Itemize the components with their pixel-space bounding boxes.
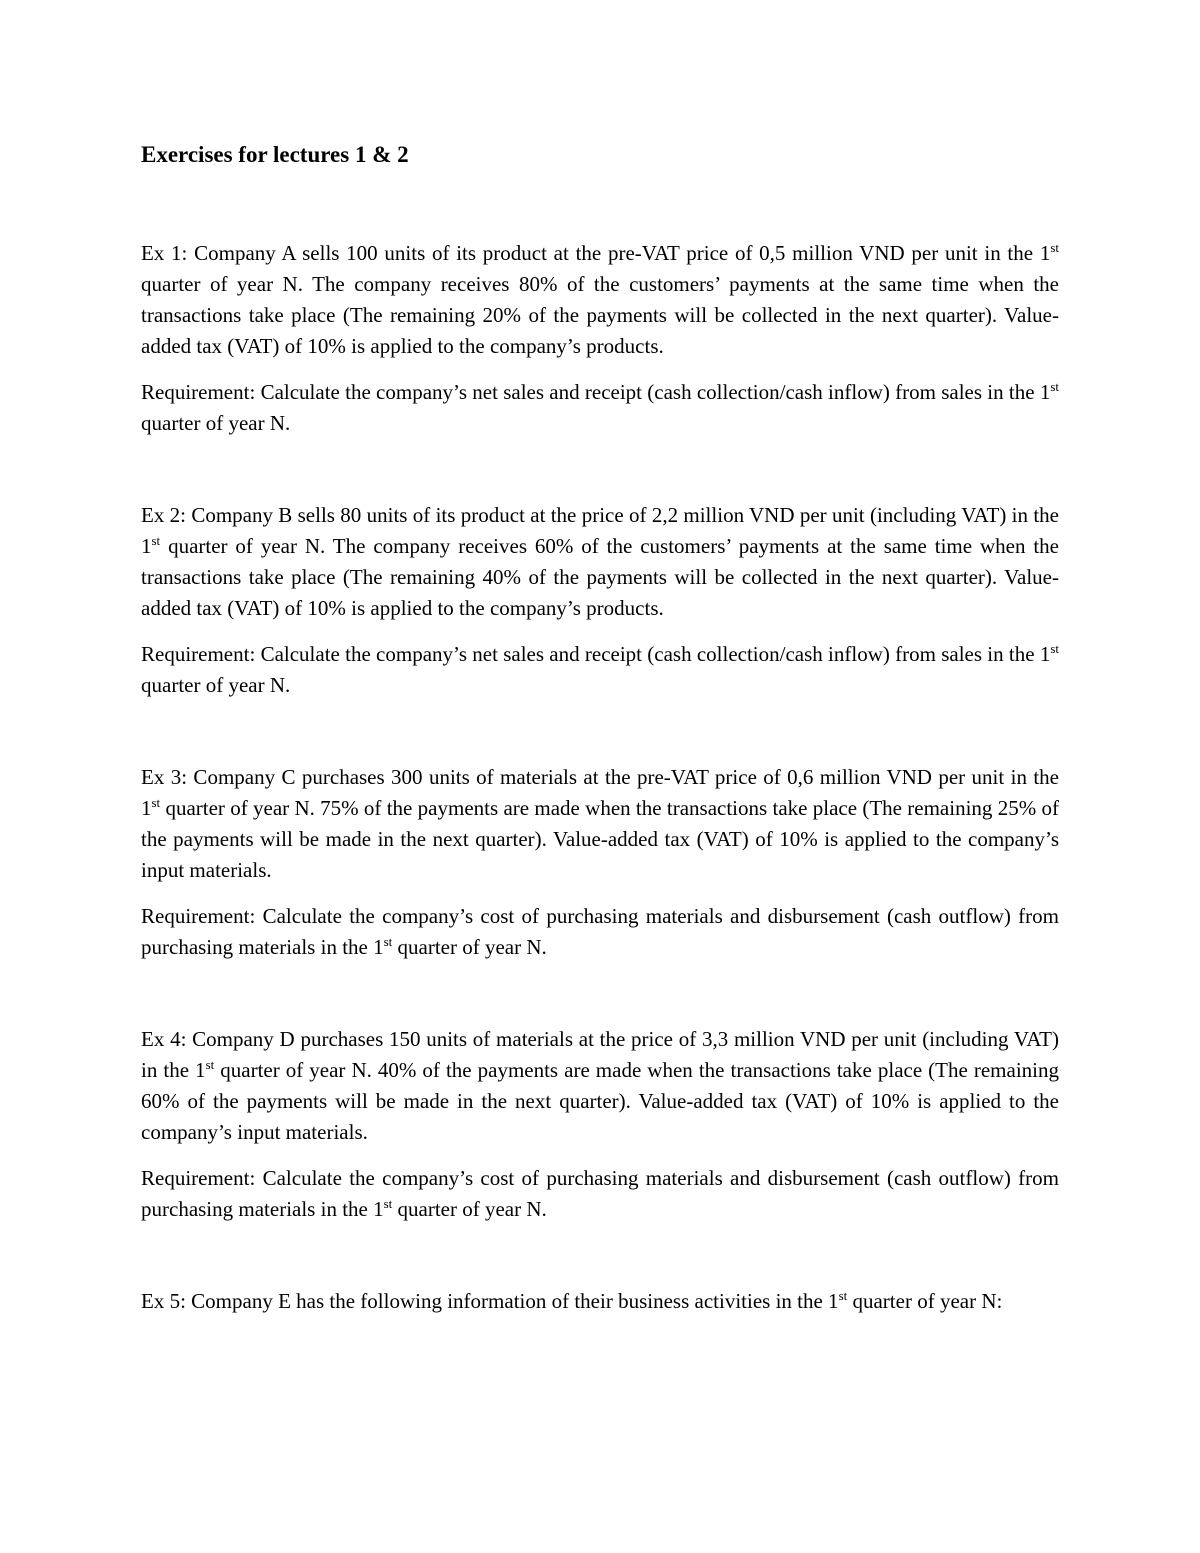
exercise-5-text-end: quarter of year N:: [847, 1289, 1003, 1313]
exercise-3-requirement-start: Requirement: Calculate the company’s cost of purchasing materials and disbursement (cash outflow) from purchasing materials in the 1: [141, 904, 1059, 959]
exercise-5-text: [141, 1286, 1059, 1317]
ordinal-suffix: st: [151, 795, 161, 810]
exercise-4-text-end: quarter of year N. 40% of the payments are made when the transactions take place (The remaining 60% of the payments will be made in the next quarter). Value-added tax (VAT) of 10% is applied to the company’s input materials.: [141, 1058, 1059, 1144]
exercise-2-requirement-start: Requirement: Calculate the company’s net sales and receipt (cash collection/cash inflow) from sales in the 1: [141, 642, 1051, 666]
exercise-2-requirement-end: quarter of year N.: [141, 673, 291, 697]
exercise-4-requirement: [141, 1163, 1059, 1225]
page-title: Exercises for lectures 1 & 2: [141, 142, 409, 167]
exercise-3-text: [141, 762, 1059, 886]
exercise-1-requirement-start: Requirement: Calculate the company’s net sales and receipt (cash collection/cash inflow) from sales in the 1: [141, 380, 1051, 404]
exercise-3-text-end: quarter of year N. 75% of the payments are made when the transactions take place (The remaining 25% of the payments will be made in the next quarter). Value-added tax (VAT) of 10% is applied to the company’s input materials.: [141, 796, 1059, 882]
ordinal-suffix: st: [1050, 240, 1059, 255]
exercise-2-text-end: quarter of year N. The company receives 60% of the customers’ payments at the same time when the transactions take place (The remaining 40% of the payments will be collected in the next quarter). Value-added tax (VAT) of 10% is applied to the company’s products.: [141, 534, 1059, 620]
exercise-4-text: [141, 1024, 1059, 1148]
ordinal-suffix: st: [151, 533, 161, 548]
exercise-1-requirement-end: quarter of year N.: [141, 411, 291, 435]
exercise-2-text-start: Ex 2: Company B sells 80 units of its product at the price of 2,2 million VND per unit (including VAT) in the 1: [141, 503, 1059, 558]
exercise-2-requirement: [141, 639, 1059, 701]
exercise-4-text-start: Ex 4: Company D purchases 150 units of materials at the price of 3,3 million VND per unit (including VAT) in the 1: [141, 1027, 1059, 1082]
paragraph-spacer: [141, 1225, 1059, 1286]
document-page: [141, 140, 1059, 1317]
exercise-3-requirement-end: quarter of year N.: [392, 935, 547, 959]
exercise-1-requirement: [141, 377, 1059, 439]
ordinal-suffix: st: [838, 1288, 848, 1303]
exercise-4-requirement-end: quarter of year N.: [392, 1197, 547, 1221]
exercise-3-text-start: Ex 3: Company C purchases 300 units of materials at the pre-VAT price of 0,6 million VND per unit in the 1: [141, 765, 1059, 820]
ordinal-suffix: st: [205, 1057, 215, 1072]
exercise-1-text: [141, 238, 1059, 362]
exercise-3-requirement: [141, 901, 1059, 963]
exercise-2-text: [141, 500, 1059, 624]
exercise-5-text-start: Ex 5: Company E has the following information of their business activities in the 1: [141, 1289, 839, 1313]
exercise-1-text-end: quarter of year N. The company receives 80% of the customers’ payments at the same time when the transactions take place (The remaining 20% of the payments will be collected in the next quarter). Value-added tax (VAT) of 10% is applied to the company’s products.: [141, 272, 1059, 358]
paragraph-spacer: [141, 701, 1059, 762]
ordinal-suffix: st: [383, 934, 393, 949]
ordinal-suffix: st: [1050, 641, 1059, 656]
ordinal-suffix: st: [1050, 379, 1059, 394]
exercise-1-text-start: Ex 1: Company A sells 100 units of its product at the pre-VAT price of 0,5 million VND per unit in the 1: [141, 241, 1051, 265]
paragraph-spacer: [141, 963, 1059, 1024]
ordinal-suffix: st: [383, 1196, 393, 1211]
paragraph-spacer: [141, 439, 1059, 500]
exercise-4-requirement-start: Requirement: Calculate the company’s cost of purchasing materials and disbursement (cash outflow) from purchasing materials in the 1: [141, 1166, 1059, 1221]
